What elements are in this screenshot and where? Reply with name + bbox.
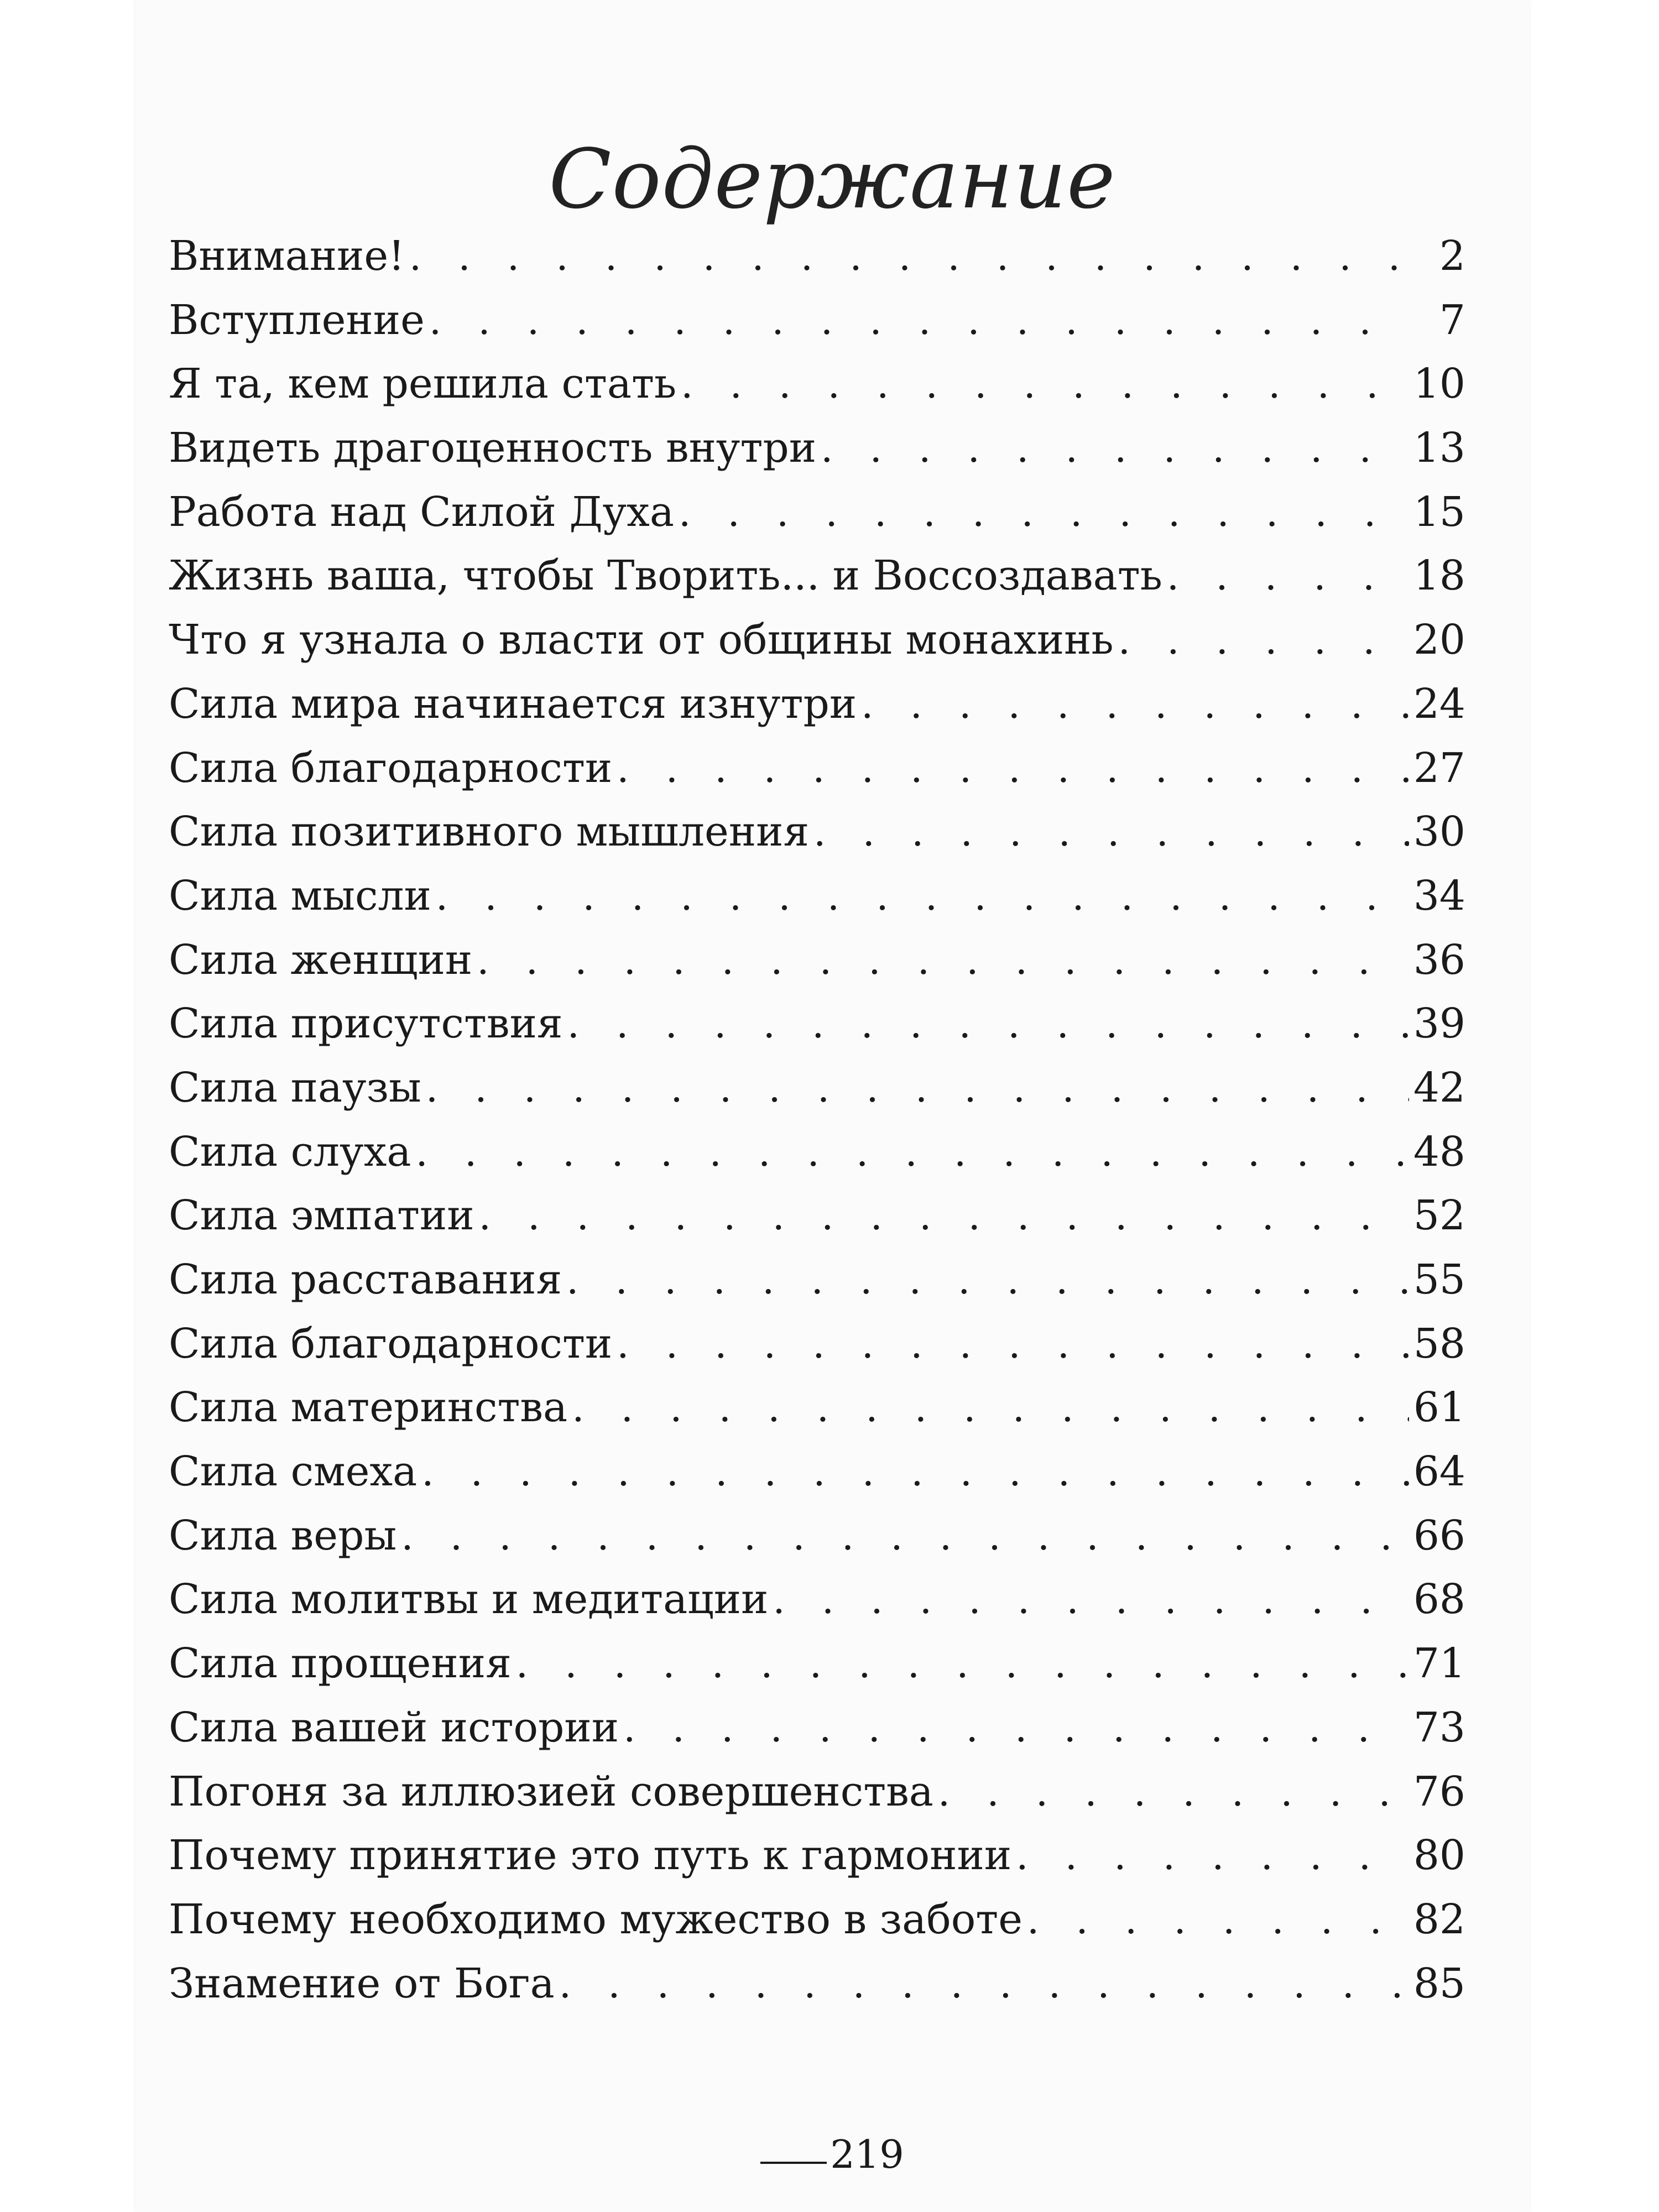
toc-entry-page: 13 <box>1413 424 1465 472</box>
dot-leader <box>617 746 1409 791</box>
toc-entry-page: 66 <box>1413 1511 1465 1559</box>
toc-entry-page: 30 <box>1413 808 1465 856</box>
toc-entry-page: 61 <box>1413 1384 1465 1432</box>
toc-entry-page: 39 <box>1413 1000 1465 1048</box>
dot-leader <box>559 1961 1409 2007</box>
toc-entry <box>169 1575 1465 1640</box>
dot-leader <box>679 490 1409 535</box>
toc-entry-page: 73 <box>1413 1703 1465 1751</box>
dot-leader <box>1118 618 1409 663</box>
toc-entry-title: Сила вашей истории <box>169 1703 619 1751</box>
toc-entry-page: 64 <box>1413 1448 1465 1496</box>
page-title: Содержание <box>549 132 1116 227</box>
dot-leader <box>1027 1897 1409 1943</box>
toc-entry-title: Сила эмпатии <box>169 1192 474 1240</box>
toc-entry-title: Сила благодарности <box>169 744 613 792</box>
toc-entry <box>169 1320 1465 1384</box>
toc-entry-title: Видеть драгоценность внутри <box>169 424 817 472</box>
toc-entry-page: 55 <box>1413 1256 1465 1303</box>
toc-entry <box>169 1832 1465 1896</box>
toc-entry <box>169 616 1465 680</box>
dot-leader <box>516 1641 1409 1687</box>
toc-entry-page: 68 <box>1413 1575 1465 1624</box>
toc-entry-title: Почему необходимо мужество в заботе <box>169 1895 1023 1943</box>
toc-entry-page: 20 <box>1413 616 1465 664</box>
toc-entry-title: Сила расставания <box>169 1256 562 1303</box>
toc-entry <box>169 1192 1465 1256</box>
toc-entry-page: 58 <box>1413 1319 1465 1368</box>
toc-entry-title: Что я узнала о власти от общины монахинь <box>169 616 1114 664</box>
toc-entry-page: 52 <box>1413 1192 1465 1240</box>
dot-leader <box>813 810 1409 855</box>
dot-leader <box>1016 1833 1409 1879</box>
toc-entry-title: Сила позитивного мышления <box>169 808 810 856</box>
toc-entry <box>169 424 1465 488</box>
dot-leader <box>567 1001 1409 1047</box>
page-footer <box>135 2132 1529 2177</box>
toc-entry-title: Сила присутствия <box>169 1000 563 1048</box>
page-number: 219 <box>830 2132 904 2177</box>
table-of-contents <box>169 232 1465 2023</box>
toc-entry <box>169 872 1465 936</box>
toc-entry-page: 76 <box>1413 1767 1465 1815</box>
toc-entry-page: 2 <box>1439 232 1465 280</box>
toc-entry <box>169 1896 1465 1960</box>
toc-entry <box>169 1448 1465 1512</box>
toc-entry <box>169 744 1465 808</box>
toc-entry <box>169 296 1465 361</box>
dot-leader <box>415 1130 1408 1175</box>
toc-entry-title: Сила веры <box>169 1511 397 1559</box>
toc-entry-title: Сила мысли <box>169 872 431 920</box>
toc-entry-page: 48 <box>1413 1128 1465 1176</box>
toc-entry-title: Погоня за иллюзией совершенства <box>169 1767 933 1815</box>
toc-entry-title: Сила женщин <box>169 936 473 984</box>
toc-entry <box>169 1128 1465 1192</box>
toc-entry-title: Сила паузы <box>169 1063 421 1112</box>
footer-rule <box>760 2162 827 2164</box>
dot-leader <box>938 1770 1409 1815</box>
toc-entry-page: 42 <box>1413 1063 1465 1112</box>
toc-entry <box>169 232 1465 296</box>
dot-leader <box>429 298 1411 343</box>
toc-entry-title: Сила мира начинается изнутри <box>169 680 857 728</box>
dot-leader <box>477 938 1409 983</box>
toc-entry-page: 24 <box>1413 680 1465 728</box>
dot-leader <box>426 1066 1409 1111</box>
toc-entry <box>169 808 1465 872</box>
toc-entry-title: Знамение от Бога <box>169 1959 555 2007</box>
toc-entry <box>169 488 1465 552</box>
toc-entry-page: 7 <box>1439 296 1465 344</box>
toc-entry-title: Сила благодарности <box>169 1319 613 1368</box>
toc-entry-page: 15 <box>1413 488 1465 536</box>
toc-entry <box>169 1704 1465 1768</box>
toc-entry-title: Почему принятие это путь к гармонии <box>169 1832 1012 1880</box>
toc-entry-title: Сила материнства <box>169 1384 568 1432</box>
toc-entry-title: Внимание! <box>169 232 405 280</box>
toc-entry <box>169 1384 1465 1448</box>
toc-entry-title: Сила слуха <box>169 1128 411 1176</box>
dot-leader <box>861 682 1409 727</box>
toc-entry <box>169 1000 1465 1064</box>
toc-entry-title: Я та, кем решила стать <box>169 360 677 408</box>
toc-entry-page: 18 <box>1413 552 1465 600</box>
toc-entry-title: Сила молитвы и медитации <box>169 1575 769 1624</box>
dot-leader <box>623 1705 1409 1751</box>
dot-leader <box>1167 554 1409 599</box>
toc-entry-page: 82 <box>1413 1895 1465 1943</box>
toc-entry-page: 36 <box>1413 936 1465 984</box>
dot-leader <box>401 1514 1409 1559</box>
toc-entry <box>169 1512 1465 1576</box>
dot-leader <box>436 874 1409 919</box>
toc-entry <box>169 1064 1465 1128</box>
dot-leader <box>617 1322 1409 1367</box>
toc-entry <box>169 1768 1465 1832</box>
toc-entry-page: 27 <box>1413 744 1465 792</box>
dot-leader <box>773 1577 1408 1623</box>
dot-leader <box>566 1258 1409 1303</box>
book-page <box>135 0 1529 2212</box>
dot-leader <box>479 1193 1409 1239</box>
dot-leader <box>421 1449 1409 1495</box>
toc-entry-title: Жизнь ваша, чтобы Творить... и Воссоздавать <box>169 552 1162 600</box>
dot-leader <box>409 234 1411 279</box>
toc-entry-title: Сила смеха <box>169 1448 418 1496</box>
toc-entry-page: 71 <box>1413 1640 1465 1688</box>
toc-entry <box>169 552 1465 616</box>
toc-entry <box>169 1960 1465 2024</box>
dot-leader <box>572 1385 1409 1431</box>
toc-entry <box>169 1640 1465 1704</box>
toc-entry-title: Сила прощения <box>169 1640 512 1688</box>
dot-leader <box>821 426 1409 471</box>
toc-entry-page: 80 <box>1413 1832 1465 1880</box>
toc-entry <box>169 1256 1465 1320</box>
dot-leader <box>681 362 1409 407</box>
toc-entry <box>169 936 1465 1000</box>
toc-entry-title: Работа над Силой Духа <box>169 488 675 536</box>
toc-entry-page: 10 <box>1413 360 1465 408</box>
toc-entry-page: 85 <box>1413 1959 1465 2007</box>
toc-entry-title: Вступление <box>169 296 425 344</box>
toc-entry <box>169 680 1465 744</box>
toc-entry-page: 34 <box>1413 872 1465 920</box>
toc-entry <box>169 360 1465 424</box>
